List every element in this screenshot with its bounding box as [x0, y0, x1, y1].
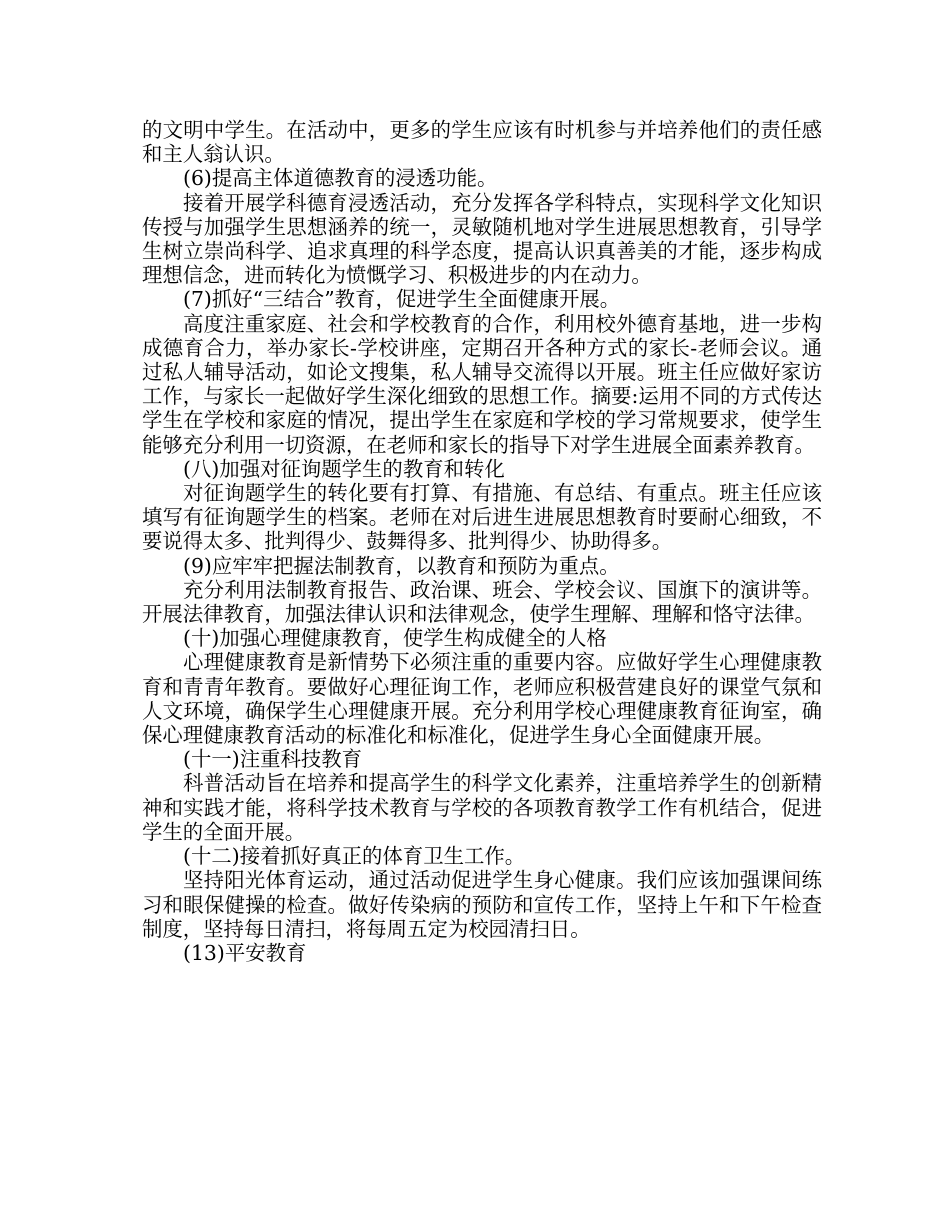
- paragraph: 科普活动旨在培养和提高学生的科学文化素养，注重培养学生的创新精神和实践才能，将科学技术教育与学校的各项教育教学工作有机结合，促进学生的全面开展。: [142, 771, 822, 844]
- paragraph: 接着开展学科德育浸透活动，充分发挥各学科特点，实现科学文化知识传授与加强学生思想涵养的统一，灵敏随机地对学生进展思想教育，引导学生树立崇尚科学、追求真理的科学态度，提高认识真善美的才能，逐步构成理想信念，进而转化为愤慨学习、积极进步的内在动力。: [142, 190, 822, 288]
- paragraph: 充分利用法制教育报告、政治课、班会、学校会议、国旗下的演讲等。开展法律教育，加强法律认识和法律观念，使学生理解、理解和恪守法律。: [142, 577, 822, 627]
- section-heading: (9)应牢牢把握法制教育，以教育和预防为重点。: [183, 553, 620, 578]
- section-heading: (十一)注重科技教育: [183, 747, 363, 772]
- section-heading: (6)提高主体道德教育的浸透功能。: [183, 166, 498, 191]
- paragraph: 高度注重家庭、社会和学校教育的合作，利用校外德育基地，进一步构成德育合力，举办家长-学校讲座，定期召开各种方式的家长-老师会议。通过私人辅导活动，如论文搜集，私人辅导交流得以开展。班主任应做好家访工作，与家长一起做好学生深化细致的思想工作。摘要:运用不同的方式传达学生在学校和家庭的情况，提出学生在家庭和学校的学习常规要求，使学生能够充分利用一切资源，在老师和家长的指导下对学生进展全面素养教育。: [142, 311, 822, 457]
- section-heading: (十)加强心理健康教育，使学生构成健全的人格: [183, 626, 607, 651]
- paragraph: 坚持阳光体育运动，通过活动促进学生身心健康。我们应该加强课间练习和眼保健操的检查。做好传染病的预防和宣传工作，坚持上午和下午检查制度，坚持每日清扫，将每周五定为校园清扫日。: [142, 868, 822, 941]
- paragraph: 对征询题学生的转化要有打算、有措施、有总结、有重点。班主任应该填写有征询题学生的档案。老师在对后进生进展思想教育时要耐心细致，不要说得太多、批判得少、鼓舞得多、批判得少、协助得多。: [142, 481, 822, 554]
- section-heading: (十二)接着抓好真正的体育卫生工作。: [183, 844, 526, 869]
- section-heading: (13)平安教育: [183, 940, 307, 965]
- section-heading: (八)加强对征询题学生的教育和转化: [183, 456, 505, 481]
- section-heading: (7)抓好“三结合”教育，促进学生全面健康开展。: [183, 287, 621, 312]
- document-body: [142, 118, 822, 965]
- paragraph: 的文明中学生。在活动中，更多的学生应该有时机参与并培养他们的责任感和主人翁认识。: [142, 118, 822, 167]
- paragraph: 心理健康教育是新情势下必须注重的重要内容。应做好学生心理健康教育和青青年教育。要做好心理征询工作，老师应积极营建良好的课堂气氛和人文环境，确保学生心理健康开展。充分利用学校心理健康教育征询室，确保心理健康教育活动的标准化和标准化，促进学生身心全面健康开展。: [142, 650, 822, 748]
